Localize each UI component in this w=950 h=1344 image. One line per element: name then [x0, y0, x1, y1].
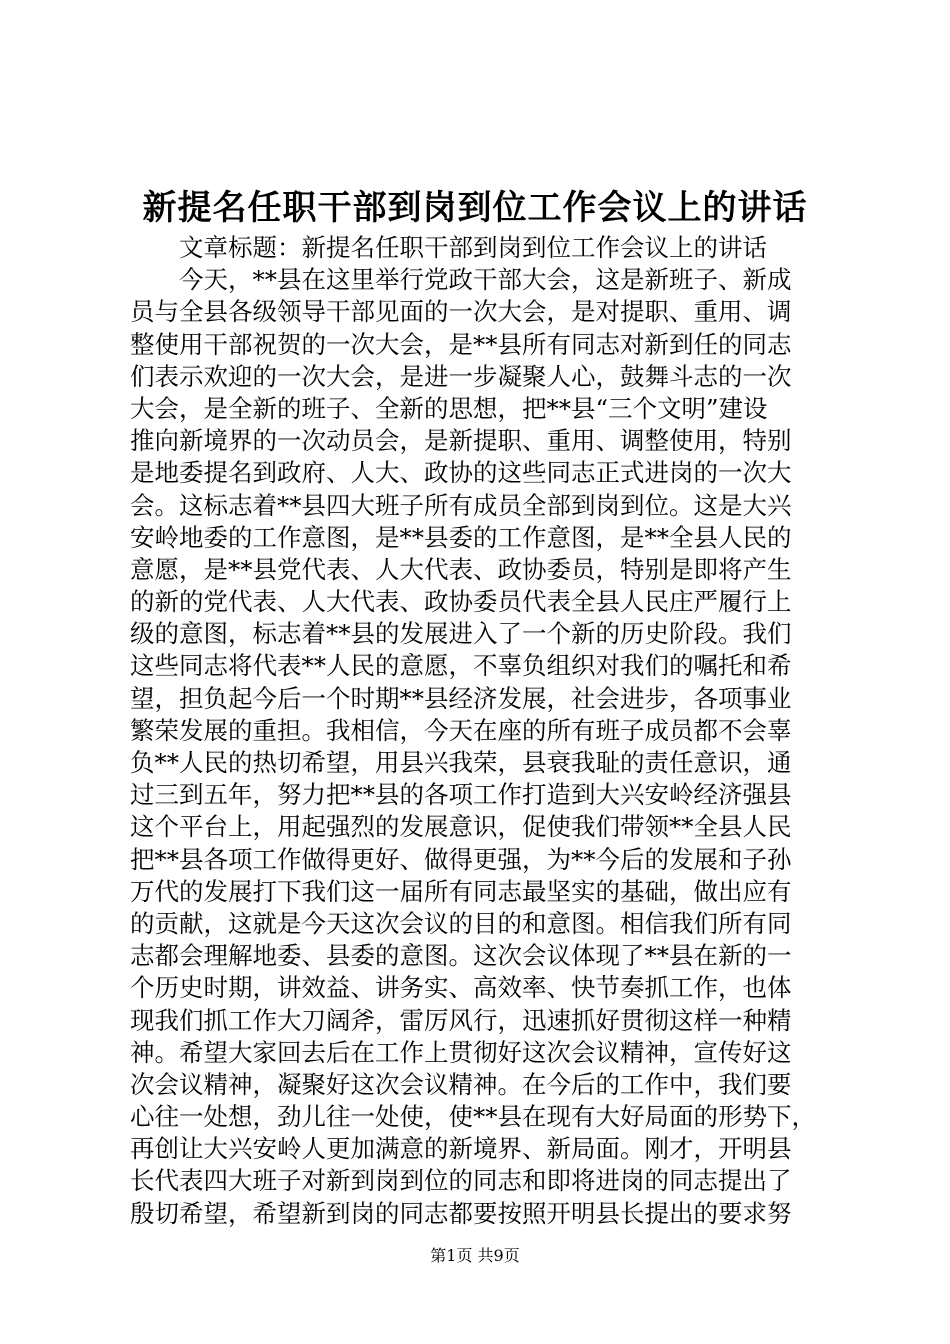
document-title: 新提名任职干部到岗到位工作会议上的讲话 — [142, 188, 808, 228]
page-number-footer: 第1页 共9页 — [430, 1246, 520, 1265]
body-line: 是地委提名到政府、人大、政协的这些同志正式进岗的一次大 — [130, 458, 792, 488]
body-line: 现我们抓工作大刀阔斧，雷厉风行，迅速抓好贯彻这样一种精 — [130, 1005, 792, 1035]
document-body — [130, 232, 830, 1230]
body-line: 安岭地委的工作意图，是**县委的工作意图，是**全县人民的 — [130, 522, 792, 552]
body-line: 员与全县各级领导干部见面的一次大会，是对提职、重用、调 — [130, 297, 792, 327]
body-line: 次会议精神，凝聚好这次会议精神。在今后的工作中，我们要 — [130, 1069, 792, 1099]
body-line: 整使用干部祝贺的一次大会，是**县所有同志对新到任的同志 — [130, 329, 792, 359]
body-line: 神。希望大家回去后在工作上贯彻好这次会议精神，宣传好这 — [130, 1037, 792, 1067]
body-line: 殷切希望，希望新到岗的同志都要按照开明县长提出的要求努 — [130, 1198, 792, 1228]
body-line: 今天，**县在这里举行党政干部大会，这是新班子、新成 — [130, 265, 792, 295]
body-line: 级的意图，标志着**县的发展进入了一个新的历史阶段。我们 — [130, 619, 792, 649]
body-line: 文章标题：新提名任职干部到岗到位工作会议上的讲话 — [130, 233, 767, 262]
body-line: 这些同志将代表**人民的意愿，不辜负组织对我们的嘱托和希 — [130, 651, 792, 681]
body-line: 负**人民的热切希望，用县兴我荣，县衰我耻的责任意识，通 — [130, 748, 792, 777]
body-line: 会。这标志着**县四大班子所有成员全部到岗到位。这是大兴 — [130, 490, 792, 520]
body-line: 把**县各项工作做得更好、做得更强，为**今后的发展和子孙 — [130, 844, 792, 874]
body-line: 长代表四大班子对新到岗到位的同志和即将进岗的同志提出了 — [130, 1166, 792, 1196]
body-line: 万代的发展打下我们这一届所有同志最坚实的基础，做出应有 — [130, 876, 792, 906]
body-line: 这个平台上，用起强烈的发展意识，促使我们带领**全县人民 — [130, 812, 792, 842]
body-line: 意愿，是**县党代表、人大代表、政协委员，特别是即将产生 — [130, 554, 792, 584]
body-line: 志都会理解地委、县委的意图。这次会议体现了**县在新的一 — [130, 941, 792, 971]
body-line: 望，担负起今后一个时期**县经济发展，社会进步，各项事业 — [130, 683, 792, 713]
body-line: 心往一处想，劲儿往一处使，使**县在现有大好局面的形势下， — [130, 1102, 816, 1132]
body-line: 们表示欢迎的一次大会，是进一步凝聚人心，鼓舞斗志的一次 — [130, 361, 792, 391]
body-line: 过三到五年，努力把**县的各项工作打造到大兴安岭经济强县 — [130, 780, 792, 810]
body-line: 大会，是全新的班子、全新的思想，把**县“三个文明”建设 — [130, 393, 768, 423]
body-line: 的贡献，这就是今天这次会议的目的和意图。相信我们所有同 — [130, 908, 792, 938]
body-line: 的新的党代表、人大代表、政协委员代表全县人民庄严履行上 — [130, 587, 792, 617]
body-line: 推向新境界的一次动员会，是新提职、重用、调整使用，特别 — [130, 426, 792, 456]
body-line: 再创让大兴安岭人更加满意的新境界、新局面。刚才，开明县 — [130, 1134, 792, 1164]
body-line: 个历史时期，讲效益、讲务实、高效率、快节奏抓工作，也体 — [130, 973, 792, 1003]
body-line: 繁荣发展的重担。我相信，今天在座的所有班子成员都不会辜 — [130, 715, 792, 745]
